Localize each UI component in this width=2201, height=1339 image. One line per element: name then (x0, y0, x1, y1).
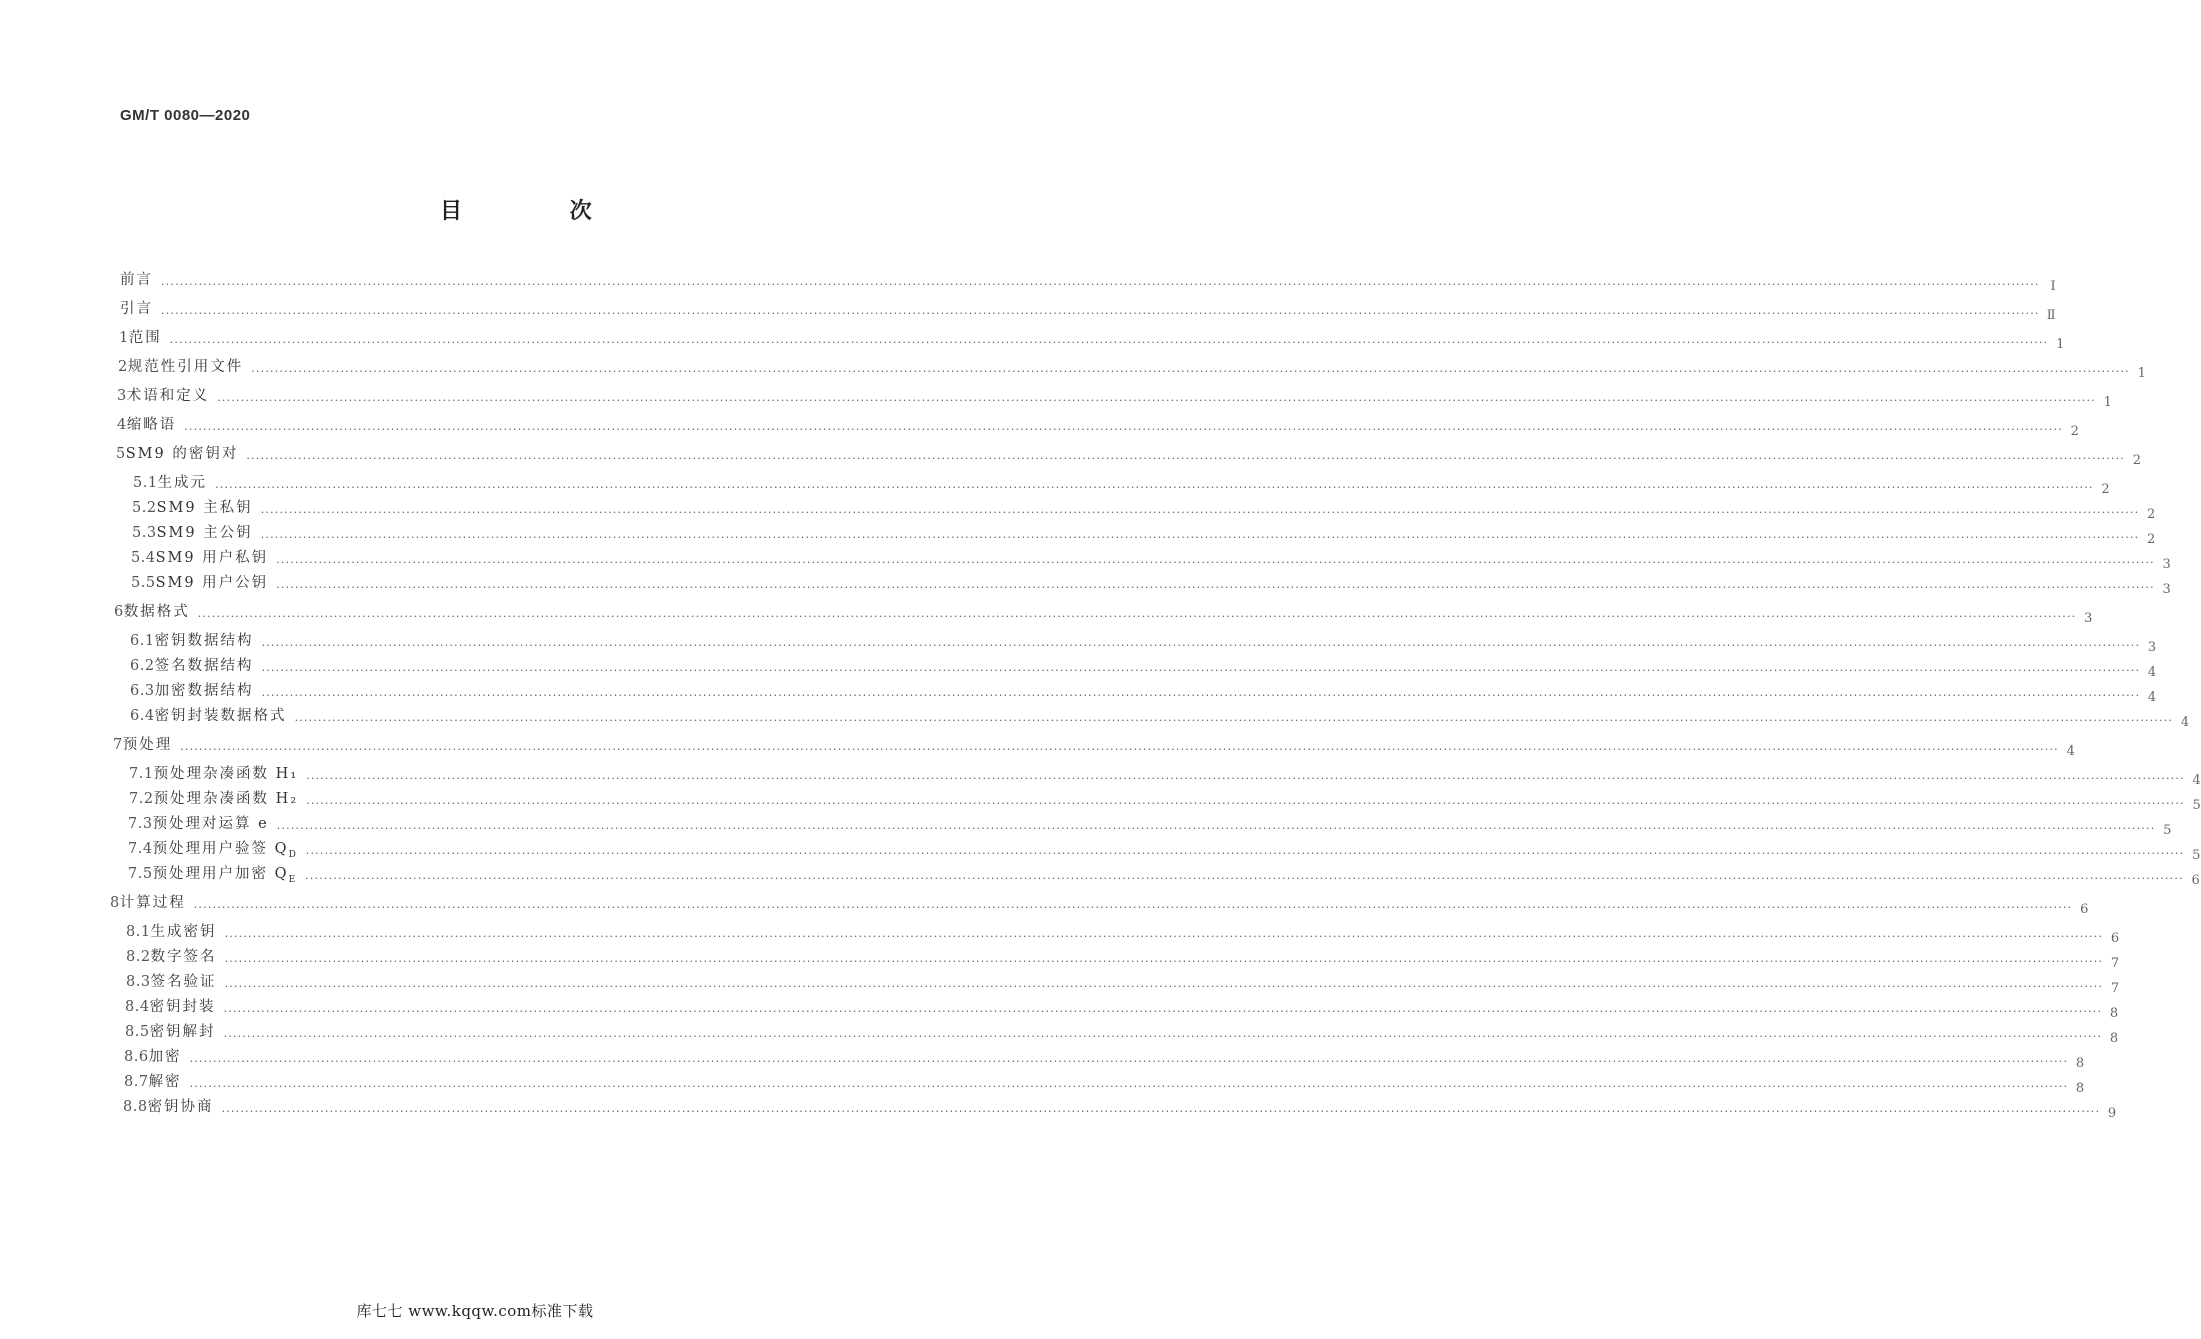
toc-entry-page: 7 (2110, 956, 2120, 971)
toc-entry-label: 加密数据结构 (154, 683, 254, 699)
leader-dots: ················································································································································································································································································································································································································ (224, 930, 2104, 943)
toc-entry-number: 7 (113, 737, 123, 753)
toc-entry-number: 8.7 (124, 1074, 149, 1090)
toc-entry-label: SM9 的密钥对 (125, 446, 239, 462)
toc-entry[interactable] (126, 972, 2120, 996)
toc-entry-number: 5.1 (133, 475, 158, 491)
toc-entry-number: 5 (116, 446, 126, 462)
toc-entry-label: 密钥协商 (147, 1099, 214, 1115)
leader-dots: ················································································································································································································································································································································································································ (189, 1055, 2069, 1068)
toc-entry-label: 缩略语 (126, 417, 177, 433)
toc-entry-page: 8 (2109, 1031, 2119, 1046)
toc-entry-number: 8.4 (125, 999, 150, 1015)
toc-entry[interactable] (133, 473, 2110, 497)
leader-dots: ················································································································································································································································································································································································································ (224, 980, 2104, 993)
leader-dots: ················································································································································································································································································································································································································ (223, 1030, 2103, 1043)
toc-entry[interactable] (113, 735, 2075, 759)
toc-entry-label: 生成密钥 (150, 924, 217, 940)
standard-code: GM/T 0080—2020 (120, 107, 251, 124)
toc-entry-page: 1 (2056, 337, 2065, 352)
leader-dots: ················································································································································································································································································································································································································ (197, 610, 2077, 623)
toc-entry-label: 预处理用户验签 $Q_D$ (152, 841, 298, 860)
toc-entry-label: 前言 (120, 272, 153, 288)
toc-entry[interactable] (126, 947, 2120, 971)
toc-entry-label: 预处理 (122, 737, 173, 753)
leader-dots: ················································································································································································································································································································································································································ (305, 847, 2185, 860)
toc-entry[interactable] (120, 299, 2056, 323)
toc-entry-page: 2 (2147, 507, 2156, 522)
leader-dots: ················································································································································································································································································································································································································ (260, 531, 2140, 544)
toc-entry-number: 8.8 (123, 1099, 148, 1115)
leader-dots: ················································································································································································································································································································································································································ (306, 797, 2185, 810)
toc-entry-number: 7.4 (128, 841, 153, 857)
leader-dots: ················································································································································································································································································································································································································ (305, 872, 2184, 885)
toc-entry-label: 生成元 (157, 475, 208, 491)
leader-dots: ················································································································································································································································································································································································································ (217, 394, 2096, 407)
toc-entry-label: 引言 (120, 301, 153, 317)
toc-entry-page: 2 (2070, 424, 2079, 439)
toc-entry-number: 8.5 (125, 1024, 150, 1040)
toc-entry[interactable] (128, 814, 2172, 838)
toc-entry[interactable] (128, 864, 2200, 890)
toc-entry-label: SM9 用户公钥 (155, 575, 269, 591)
toc-entry-page: 5 (2192, 848, 2201, 863)
toc-entry-label: 预处理用户加密 $Q_E$ (152, 866, 298, 885)
toc-entry-page: 8 (2109, 1006, 2119, 1021)
toc-entry-label: 计算过程 (119, 895, 186, 911)
toc-entry[interactable] (130, 631, 2157, 655)
toc-entry-label: 范围 (128, 330, 162, 346)
toc-entry-label: 数字签名 (150, 949, 217, 965)
toc-entry-number: 5.3 (132, 525, 157, 541)
toc-entry-page: 9 (2107, 1106, 2117, 1121)
toc-entry-label: SM9 主公钥 (156, 525, 253, 541)
toc-entry-number: 7.1 (129, 766, 154, 782)
toc-entry[interactable] (132, 523, 2156, 547)
leader-dots: ················································································································································································································································································································································································································ (276, 556, 2155, 569)
leader-dots: ················································································································································································································································································································································································································ (261, 689, 2141, 702)
toc-entry-number: 2 (118, 359, 128, 375)
toc-entry-number: 5.2 (132, 500, 157, 516)
toc-entry-page: 8 (2075, 1081, 2085, 1096)
toc-entry[interactable] (129, 764, 2201, 788)
toc-entry-number: 8.6 (124, 1049, 149, 1065)
toc-entry[interactable] (114, 602, 2093, 626)
leader-dots: ················································································································································································································································································································································································································ (215, 481, 2094, 494)
toc-entry[interactable] (123, 1097, 2117, 1121)
toc-entry-page: 2 (2101, 482, 2110, 497)
toc-entry[interactable] (119, 328, 2065, 352)
toc-entry-label: 解密 (148, 1074, 182, 1090)
toc-entry-page: 2 (2132, 453, 2141, 468)
toc-entry-page: 3 (2084, 611, 2093, 626)
toc-entry-number: 8.3 (126, 974, 151, 990)
toc-entry-page: 4 (2066, 744, 2075, 759)
toc-entry[interactable] (131, 573, 2171, 597)
toc-entry-page: Ⅰ (2050, 279, 2056, 294)
leader-dots: ················································································································································································································································································································································································································ (161, 307, 2040, 320)
toc-entry-label: 数据格式 (123, 604, 190, 620)
leader-dots: ················································································································································································································································································································································································································ (184, 423, 2063, 436)
leader-dots: ················································································································································································································································································································································································································ (180, 743, 2059, 756)
toc-entry-number: 8.2 (126, 949, 151, 965)
toc-entry-number: 6 (114, 604, 124, 620)
toc-entry-page: 4 (2192, 773, 2201, 788)
toc-entry-page: 6 (2110, 931, 2120, 946)
toc-entry-page: 5 (2163, 823, 2172, 838)
toc-entry[interactable] (132, 498, 2156, 522)
toc-entry-label: SM9 主私钥 (156, 500, 253, 516)
toc-entry-number: 5.4 (131, 550, 156, 566)
toc-entry[interactable] (130, 681, 2157, 705)
leader-dots: ················································································································································································································································································································································································································ (294, 714, 2174, 727)
toc-entry[interactable] (125, 1022, 2119, 1046)
toc-entry-label: 密钥数据结构 (154, 633, 254, 649)
toc-entry-page: 4 (2180, 715, 2190, 730)
toc-entry-label: 签名验证 (150, 974, 217, 990)
toc-title: 目 次 (440, 199, 642, 224)
toc-entry[interactable] (129, 789, 2201, 813)
toc-entry[interactable] (110, 893, 2089, 917)
leader-dots: ················································································································································································································································································································································································································ (261, 639, 2141, 652)
toc-entry-page: 6 (2191, 873, 2200, 888)
toc-entry[interactable] (125, 997, 2119, 1021)
toc-entry[interactable] (130, 706, 2190, 730)
toc-entry-number: 8.1 (126, 924, 151, 940)
footer-watermark: 库七七 www.kqqw.com标准下载 (356, 1302, 594, 1320)
toc-entry[interactable] (131, 548, 2171, 572)
toc-entry-page: Ⅱ (2046, 308, 2056, 323)
toc-entry-page: 3 (2162, 582, 2171, 597)
leader-dots: ················································································································································································································································································································································································································ (189, 1080, 2069, 1093)
toc-entry-label: 密钥解封 (149, 1024, 216, 1040)
leader-dots: ················································································································································································································································································································································································································ (221, 1105, 2101, 1118)
toc-entry-page: 3 (2162, 557, 2171, 572)
toc-entry-number: 6.4 (130, 708, 155, 724)
toc-entry[interactable] (124, 1047, 2085, 1071)
toc-entry-number: 1 (119, 330, 129, 346)
toc-entry-number: 7.3 (128, 816, 153, 832)
leader-dots: ················································································································································································································································································································································································································ (223, 1005, 2103, 1018)
toc-entry[interactable] (117, 386, 2112, 410)
toc-entry-label: 预处理对运算 e (152, 816, 269, 832)
toc-entry-page: 3 (2147, 640, 2157, 655)
leader-dots: ················································································································································································································································································································································································································ (276, 581, 2155, 594)
toc-entry-page: 1 (2103, 395, 2112, 410)
toc-entry-label: 规范性引用文件 (127, 359, 244, 375)
toc-entry-label: 预处理杂凑函数 H₁ (153, 766, 299, 782)
toc-entry-label: SM9 用户私钥 (155, 550, 269, 566)
toc-entry-label: 签名数据结构 (154, 658, 254, 674)
leader-dots: ················································································································································································································································································································································································································ (193, 901, 2073, 914)
toc-entry[interactable] (118, 357, 2146, 381)
toc-entry-number: 4 (117, 417, 127, 433)
toc-entry-page: 7 (2110, 981, 2120, 996)
toc-entry-number: 7.5 (128, 866, 153, 882)
toc-entry-page: 8 (2075, 1056, 2085, 1071)
toc-entry-page: 4 (2147, 665, 2157, 680)
leader-dots: ················································································································································································································································································································································································································ (169, 336, 2049, 349)
leader-dots: ················································································································································································································································································································································································································ (224, 955, 2104, 968)
toc-entry[interactable] (124, 1072, 2085, 1096)
leader-dots: ················································································································································································································································································································································································································ (276, 822, 2156, 835)
toc-entry[interactable] (120, 270, 2056, 294)
toc-entry-page: 5 (2192, 798, 2201, 813)
toc-entry-label: 预处理杂凑函数 H₂ (153, 791, 299, 807)
toc-entry-number: 7.2 (129, 791, 154, 807)
toc-entry-page: 6 (2080, 902, 2089, 917)
leader-dots: ················································································································································································································································································································································································································ (261, 664, 2141, 677)
leader-dots: ················································································································································································································································································································································································································ (306, 772, 2185, 785)
toc-entry-number: 6.2 (130, 658, 155, 674)
toc-entry-label: 密钥封装数据格式 (154, 708, 287, 724)
toc-entry-page: 1 (2137, 366, 2146, 381)
toc-entry-label: 加密 (148, 1049, 182, 1065)
toc-entry-label: 术语和定义 (126, 388, 210, 404)
toc-entry-number: 6.3 (130, 683, 155, 699)
toc-entry[interactable] (128, 839, 2201, 865)
leader-dots: ················································································································································································································································································································································································································ (246, 452, 2125, 465)
toc-entry-label: 密钥封装 (149, 999, 216, 1015)
toc-entry[interactable] (116, 444, 2141, 468)
toc-entry[interactable] (126, 922, 2120, 946)
leader-dots: ················································································································································································································································································································································································································ (251, 365, 2130, 378)
leader-dots: ················································································································································································································································································································································································································ (260, 506, 2140, 519)
leader-dots: ················································································································································································································································································································································································································ (161, 278, 2040, 291)
toc-entry-number: 8 (110, 895, 120, 911)
toc-entry-number: 6.1 (130, 633, 155, 649)
toc-entry-number: 5.5 (131, 575, 156, 591)
toc-entry-page: 4 (2147, 690, 2157, 705)
toc-entry[interactable] (117, 415, 2079, 439)
toc-entry-page: 2 (2147, 532, 2156, 547)
toc-entry[interactable] (130, 656, 2157, 680)
toc-entry-number: 3 (117, 388, 127, 404)
